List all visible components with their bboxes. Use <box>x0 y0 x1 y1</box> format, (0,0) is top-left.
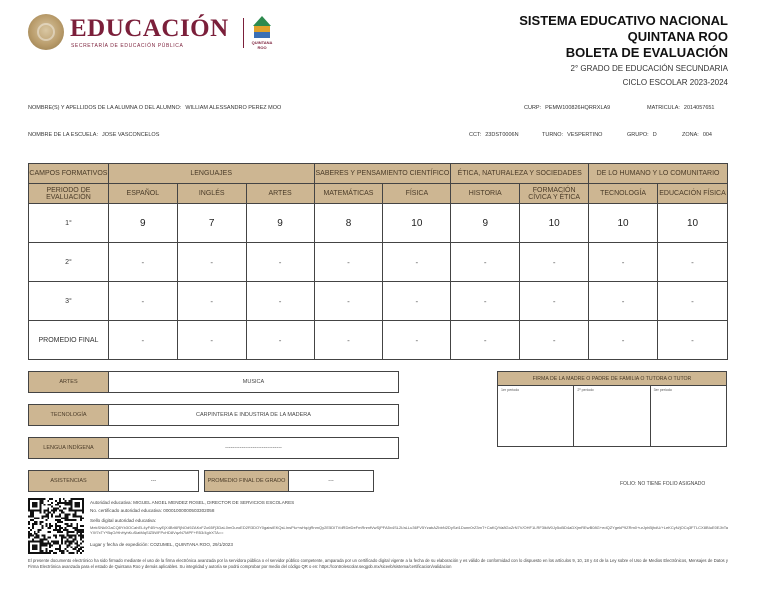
field-header: DE LO HUMANO Y LO COMUNITARIO <box>589 164 728 184</box>
grade-cell: - <box>520 321 589 360</box>
asistencias-label: ASISTENCIAS <box>29 471 109 491</box>
grades-table <box>28 163 728 360</box>
school-name-line <box>28 132 159 138</box>
student-name-label: NOMBRE(S) Y APELLIDOS DE LA ALUMNA O DEL ALUMNO: <box>28 105 182 111</box>
cert-number: No. certificado autoridad educativa: 00001000000503302058 <box>90 508 215 513</box>
grade-cell: 10 <box>589 204 658 243</box>
curp-label: CURP: <box>524 105 542 111</box>
subject-header: HISTORIA <box>451 184 520 204</box>
school-name-value: JOSE VASCONCELOS <box>102 132 160 138</box>
grade-cell: - <box>108 243 177 282</box>
turno-value: VESPERTINO <box>567 132 603 138</box>
grade-cell: - <box>246 243 314 282</box>
legal-footer: El presente documento electrónico ha sido firmado mediante el uso de la firma electrónica avanzada por la servidora pública o el servidor público competente, amparada por un certificado digital vigente a la fecha de su elaboración y es válido de conformidad con lo dispuesto en los artículos 9, 10, 18 y 44 de la Ley sobre el Uso de Medios Electrónicos, Mensajes de Datos y Firma Electrónica avanzada para el estado de Quintana Roo y demás aplicables. Su integridad y autoría se podrá comprobar por medio del código QR o en: https://controlescolar.seqgob.mx/siceeb/sistema/certificacion/validacion <box>28 558 728 569</box>
grade-row <box>29 243 728 282</box>
qr-code-icon <box>28 498 84 554</box>
signature-period-1: 1er periodo <box>498 386 574 446</box>
subject-header: INGLÉS <box>177 184 246 204</box>
period-label: PERIODO DE EVALUACIÓN <box>29 184 109 204</box>
signature-table <box>497 371 727 447</box>
school-cycle: CICLO ESCOLAR 2023-2024 <box>622 78 728 87</box>
grade-cell: 9 <box>451 204 520 243</box>
artes-value: MUSICA <box>242 379 265 385</box>
grade-row <box>29 321 728 360</box>
grade-cell: - <box>177 321 246 360</box>
grade-cell: - <box>383 282 451 321</box>
grade-cell: - <box>658 282 728 321</box>
grade-cell: - <box>520 282 589 321</box>
grade-cell: - <box>177 282 246 321</box>
grade-cell: - <box>451 243 520 282</box>
grade-cell: - <box>314 282 383 321</box>
folio: FOLIO: NO TIENE FOLIO ASIGNADO <box>620 481 706 487</box>
grade-cell: 9 <box>108 204 177 243</box>
grade-cell: - <box>451 321 520 360</box>
subject-header: ESPAÑOL <box>108 184 177 204</box>
grade-level: 2° GRADO DE EDUCACIÓN SECUNDARIA <box>570 64 728 73</box>
grade-cell: 8 <box>314 204 383 243</box>
grade-cell: 10 <box>383 204 451 243</box>
quintana-roo-logo-icon: QUINTANA ROO <box>250 16 274 48</box>
promedio-final-value: --- <box>328 478 334 484</box>
signature-title: FIRMA DE LA MADRE O PADRE DE FAMILIA O TUTORA O TUTOR <box>498 372 726 386</box>
grade-cell: - <box>246 321 314 360</box>
grade-row <box>29 204 728 243</box>
grade-cell: - <box>589 243 658 282</box>
grade-cell: - <box>108 321 177 360</box>
cct-value: 23DST0006N <box>485 132 519 138</box>
seal-label: Sello digital autoridad educativa: <box>90 518 157 523</box>
school-name-label: NOMBRE DE LA ESCUELA: <box>28 132 98 138</box>
asistencias-value: --- <box>150 478 157 484</box>
grade-cell: 10 <box>658 204 728 243</box>
promedio-final-box <box>204 470 374 492</box>
signature-period-3: 3er periodo <box>653 388 672 392</box>
matricula-label: MATRICULA: <box>647 105 680 111</box>
expedition-text: Lugar y fecha de expedición: COZUMEL, QUINTANA ROO, 29/1/2023 <box>90 542 233 547</box>
period-cell: 3° <box>29 282 109 321</box>
grade-row <box>29 282 728 321</box>
period-cell: 1° <box>29 204 109 243</box>
student-name-value: WILLIAM ALESSANDRO PEREZ MOO <box>185 105 282 111</box>
tecnologia-value: CARPINTERIA E INDUSTRIA DE LA MADERA <box>196 412 311 418</box>
zona-line <box>682 132 712 138</box>
logo-subtext: SECRETARÍA DE EDUCACIÓN PÚBLICA <box>71 43 184 49</box>
grade-cell: 7 <box>177 204 246 243</box>
zona-label: ZONA: <box>682 132 699 138</box>
matricula-line <box>647 105 715 111</box>
grade-cell: - <box>658 321 728 360</box>
period-cell: PROMEDIO FINAL <box>29 321 109 360</box>
subject-header: FORMACIÓN CÍVICA Y ÉTICA <box>520 184 589 204</box>
grade-cell: 10 <box>520 204 589 243</box>
asistencias-box <box>28 470 199 492</box>
grade-cell: - <box>108 282 177 321</box>
subject-header: TECNOLOGÍA <box>589 184 658 204</box>
curp-value: PEMW100826HQRRXLA9 <box>545 105 611 111</box>
grade-cell: - <box>589 321 658 360</box>
cct-line <box>469 132 519 138</box>
subject-header: FÍSICA <box>383 184 451 204</box>
grade-cell: - <box>246 282 314 321</box>
lengua-indigena-box <box>28 437 399 459</box>
field-header: SABERES Y PENSAMIENTO CIENTÍFICO <box>314 164 451 184</box>
grupo-line <box>627 132 657 138</box>
grupo-value: D <box>652 132 657 138</box>
artes-box <box>28 371 399 393</box>
zona-value: 004 <box>702 132 712 138</box>
seal-value: MekSNk0GaCQ8Yb3OCahEL4yF4B+uyEjX4BrI6RjNOd9ZAKxFZo65Fj3DaL0mGuroED2R3DOY0gaiwiEKQsLInsPlu+wHq/gRnmQy2E5DITVdRDeDeFmRnmfVwSjPFA5x4SL2I/aLLu36FV5YzabAZbbN2DySzt1Dunn0rZ3mT+CaKQ/Va8GoZrN7V/OHF1LRF3lkW0Jy5oBD4aDXjmREwB08G+edQZYgekP9ZRm0+urJphBjhdU/+LeKCyN/jOCq3FTLCX8BIuE0EJbTaYXf7xTY*BqO/HhHyhKuSiatMqSlZ5WFPcHD8VqzN7MPF+R53/4gIrXTA== <box>90 525 728 535</box>
promedio-final-label: PROMEDIO FINAL DE GRADO <box>205 471 289 491</box>
grade-cell: - <box>658 243 728 282</box>
field-header: LENGUAJES <box>108 164 314 184</box>
mexico-seal-icon <box>28 14 64 50</box>
subject-header: MATEMÁTICAS <box>314 184 383 204</box>
tecnologia-box <box>28 404 399 426</box>
curp-line <box>524 105 610 111</box>
artes-label: ARTES <box>29 372 109 392</box>
fields-label: CAMPOS FORMATIVOS <box>29 164 109 184</box>
grade-cell: - <box>520 243 589 282</box>
title-line3: BOLETA DE EVALUACIÓN <box>565 45 728 60</box>
grade-cell: - <box>451 282 520 321</box>
subject-header: EDUCACIÓN FÍSICA <box>658 184 728 204</box>
lengua-indigena-value: ------------------------------- <box>225 445 282 451</box>
title-line1: SISTEMA EDUCATIVO NACIONAL <box>519 13 728 28</box>
period-cell: 2° <box>29 243 109 282</box>
cct-label: CCT: <box>469 132 482 138</box>
logo-text: EDUCACIÓN <box>70 15 229 42</box>
grade-cell: - <box>314 321 383 360</box>
subject-header: ARTES <box>246 184 314 204</box>
grade-cell: - <box>383 243 451 282</box>
grupo-label: GRUPO: <box>627 132 649 138</box>
grade-cell: - <box>589 282 658 321</box>
title-line2: QUINTANA ROO <box>627 29 728 44</box>
lengua-indigena-label: LENGUA INDÍGENA <box>29 438 109 458</box>
tecnologia-label: TECNOLOGÍA <box>29 405 109 425</box>
logo-divider <box>243 18 244 48</box>
grade-cell: - <box>314 243 383 282</box>
grade-cell: 9 <box>246 204 314 243</box>
authority-text: Autoridad educativa: MIGUEL ANGEL MENDEZ ROSEL, DIRECTOR DE SERVICIOS ESCOLARES <box>90 500 295 505</box>
field-header: ÉTICA, NATURALEZA Y SOCIEDADES <box>451 164 589 184</box>
signature-period-2: 2º periodo <box>574 386 650 446</box>
turno-label: TURNO: <box>542 132 564 138</box>
grade-cell: - <box>383 321 451 360</box>
turno-line <box>542 132 602 138</box>
student-name-line <box>28 105 281 111</box>
matricula-value: 2014057651 <box>683 105 715 111</box>
grade-cell: - <box>177 243 246 282</box>
sep-logo <box>28 14 273 54</box>
